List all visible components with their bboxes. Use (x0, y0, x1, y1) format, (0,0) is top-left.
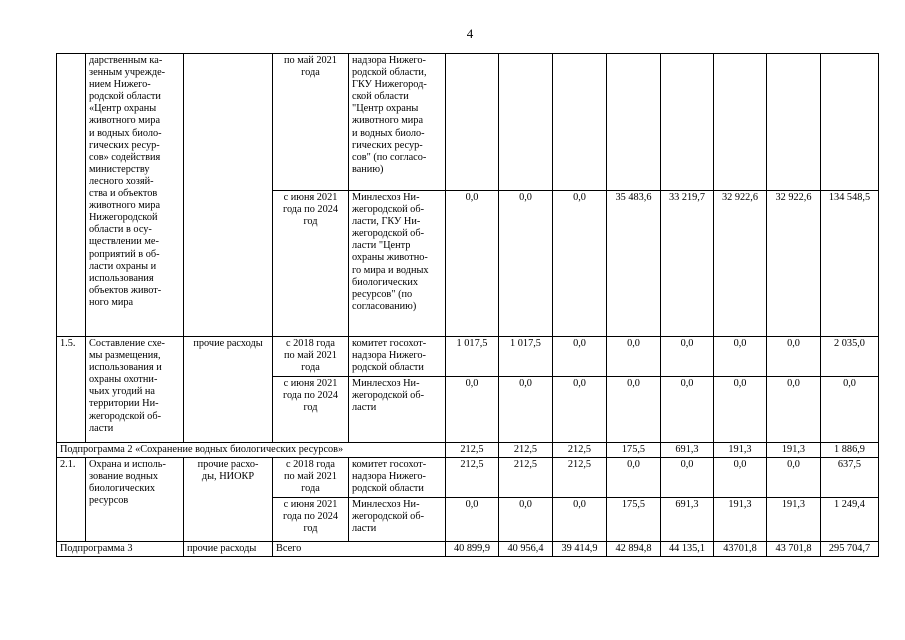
value-cell: 0,0 (714, 377, 767, 443)
table-row (57, 54, 879, 191)
page-number: 4 (466, 26, 474, 41)
value-cell: 637,5 (821, 458, 879, 498)
executor-cell: надзора Нижего- родской области, ГКУ Нижегород- ской области "Центр охраны животного мира и водных биоло- гических ресур- сов" (по согласо- ванию) (349, 54, 446, 191)
value-cell: 191,3 (714, 498, 767, 542)
subprogram-row (57, 443, 879, 458)
expense-type-cell: прочие расходы (184, 337, 273, 443)
value-cell (661, 54, 714, 191)
expense-type-cell: прочие расходы (184, 542, 273, 557)
value-cell: 0,0 (767, 377, 821, 443)
value-cell: 43 701,8 (767, 542, 821, 557)
value-cell: 1 017,5 (499, 337, 553, 377)
value-cell: 32 922,6 (767, 191, 821, 337)
value-cell: 0,0 (607, 377, 661, 443)
value-cell: 2 035,0 (821, 337, 879, 377)
value-cell: 0,0 (446, 191, 499, 337)
value-cell: 175,5 (607, 443, 661, 458)
value-cell: 175,5 (607, 498, 661, 542)
expense-type-cell (184, 54, 273, 337)
value-cell: 35 483,6 (607, 191, 661, 337)
expense-type-cell: прочие расхо- ды, НИОКР (184, 458, 273, 542)
item-name-cell: Составление схе- мы размещения, использования и охраны охотни- чьих угодий на территории Ни- жегородской об- ласти (86, 337, 184, 443)
value-cell: 212,5 (446, 458, 499, 498)
value-cell (553, 54, 607, 191)
executor-cell: комитет госохот- надзора Нижего- родской области (349, 458, 446, 498)
value-cell (499, 54, 553, 191)
item-number-cell (57, 54, 86, 337)
item-name-cell: дарственным ка- зенным учрежде- нием Нижего- родской области «Центр охраны животного мира и водных биоло- гических ресур- сов» содействия министерству лесного хозяй- ства и объектов животного мира Нижегородской области в осу- ществлении ме- роприятий в об- ласти охраны и использования объектов живот- ного мира (86, 54, 184, 337)
value-cell: 0,0 (499, 498, 553, 542)
executor-cell: Минлесхоз Ни- жегородской об- ласти, ГКУ Ни- жегородской об- ласти "Центр охраны животно- го мира и водных биологических ресурсов" (по согласованию) (349, 191, 446, 337)
value-cell: 295 704,7 (821, 542, 879, 557)
item-name-cell: Охрана и исполь- зование водных биологических ресурсов (86, 458, 184, 542)
period-cell: с 2018 года по май 2021 года (273, 458, 349, 498)
value-cell: 212,5 (499, 458, 553, 498)
value-cell: 212,5 (499, 443, 553, 458)
value-cell: 0,0 (446, 377, 499, 443)
period-cell: с июня 2021 года по 2024 год (273, 191, 349, 337)
subprogram-label: Подпрограмма 3 (57, 542, 184, 557)
value-cell: 0,0 (714, 458, 767, 498)
value-cell: 134 548,5 (821, 191, 879, 337)
value-cell (767, 54, 821, 191)
value-cell: 42 894,8 (607, 542, 661, 557)
budget-table (56, 53, 879, 557)
subprogram-label: Подпрограмма 2 «Сохранение водных биологических ресурсов» (57, 443, 446, 458)
value-cell: 1 249,4 (821, 498, 879, 542)
value-cell: 0,0 (499, 191, 553, 337)
value-cell: 33 219,7 (661, 191, 714, 337)
value-cell: 691,3 (661, 443, 714, 458)
table-row (57, 458, 879, 498)
value-cell: 0,0 (553, 377, 607, 443)
value-cell: 0,0 (821, 377, 879, 443)
executor-cell: Минлесхоз Ни- жегородской об- ласти (349, 377, 446, 443)
value-cell: 0,0 (767, 458, 821, 498)
value-cell: 191,3 (767, 443, 821, 458)
period-cell: с 2018 года по май 2021 года (273, 337, 349, 377)
value-cell (714, 54, 767, 191)
value-cell: 0,0 (446, 498, 499, 542)
value-cell: 0,0 (714, 337, 767, 377)
value-cell (821, 54, 879, 191)
item-number-cell: 2.1. (57, 458, 86, 542)
value-cell: 0,0 (553, 191, 607, 337)
value-cell (446, 54, 499, 191)
value-cell: 0,0 (661, 377, 714, 443)
value-cell: 212,5 (553, 443, 607, 458)
value-cell: 32 922,6 (714, 191, 767, 337)
value-cell: 212,5 (553, 458, 607, 498)
period-cell: с июня 2021 года по 2024 год (273, 377, 349, 443)
value-cell: 212,5 (446, 443, 499, 458)
value-cell: 0,0 (607, 337, 661, 377)
value-cell: 0,0 (553, 337, 607, 377)
value-cell: 0,0 (661, 337, 714, 377)
table-row (57, 337, 879, 377)
value-cell: 44 135,1 (661, 542, 714, 557)
value-cell: 0,0 (767, 337, 821, 377)
value-cell: 39 414,9 (553, 542, 607, 557)
value-cell: 1 886,9 (821, 443, 879, 458)
value-cell: 0,0 (553, 498, 607, 542)
period-cell: с июня 2021 года по 2024 год (273, 498, 349, 542)
value-cell: 0,0 (607, 458, 661, 498)
value-cell: 1 017,5 (446, 337, 499, 377)
value-cell: 40 899,9 (446, 542, 499, 557)
value-cell: 0,0 (661, 458, 714, 498)
subprogram-row (57, 542, 879, 557)
value-cell: 691,3 (661, 498, 714, 542)
total-label: Всего (273, 542, 446, 557)
item-number-cell: 1.5. (57, 337, 86, 443)
value-cell (607, 54, 661, 191)
value-cell: 191,3 (714, 443, 767, 458)
executor-cell: Минлесхоз Ни- жегородской об- ласти (349, 498, 446, 542)
value-cell: 43701,8 (714, 542, 767, 557)
period-cell: по май 2021 года (273, 54, 349, 191)
value-cell: 191,3 (767, 498, 821, 542)
value-cell: 0,0 (499, 377, 553, 443)
value-cell: 40 956,4 (499, 542, 553, 557)
executor-cell: комитет госохот- надзора Нижего- родской области (349, 337, 446, 377)
